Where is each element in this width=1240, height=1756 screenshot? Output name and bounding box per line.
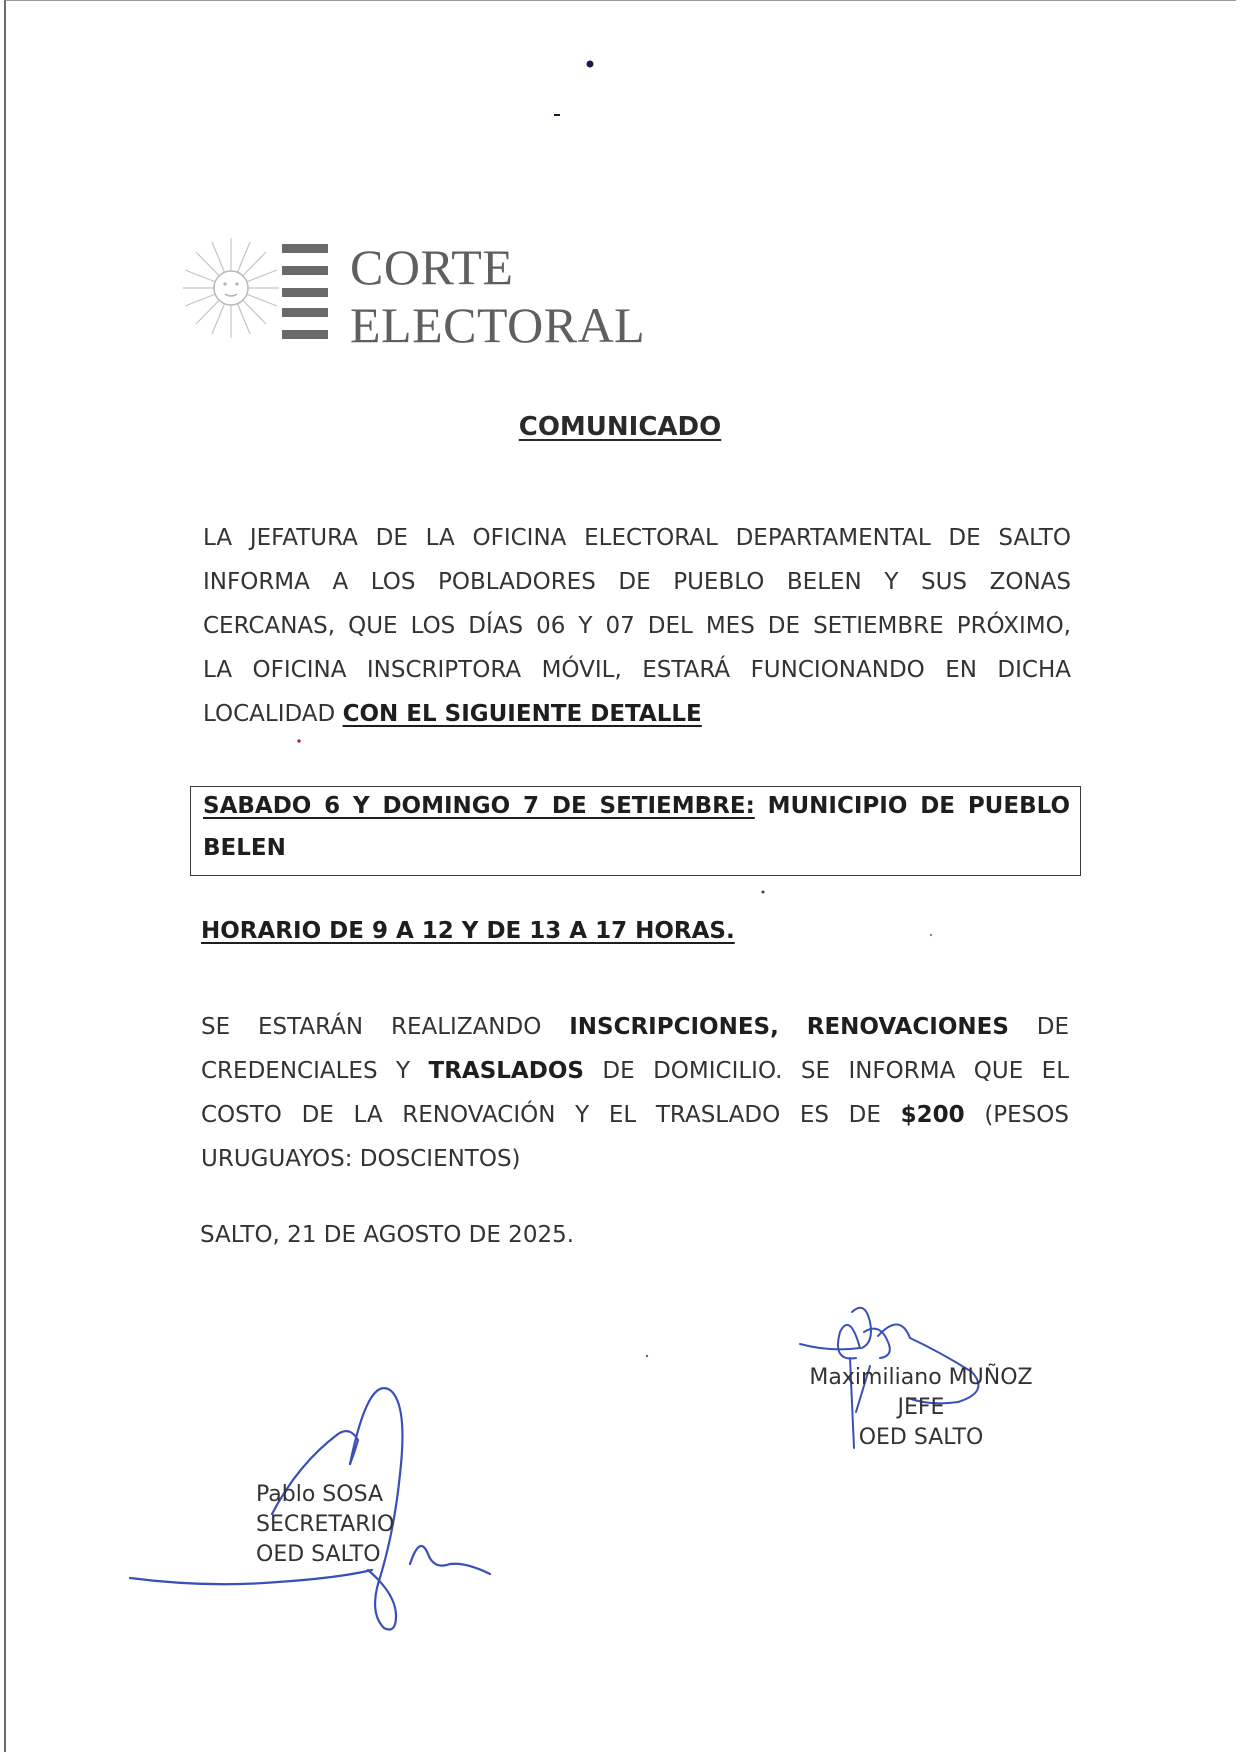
signatory-jefe-name: Maximiliano MUÑOZ <box>809 1365 1033 1390</box>
intro-line-2: INFORMA A LOS POBLADORES DE PUEBLO BELEN Y SUS ZONAS <box>203 569 1071 595</box>
services-l2-a: CREDENCIALES Y <box>201 1058 411 1084</box>
services-l1-a: SE ESTARÁN REALIZANDO <box>201 1014 542 1040</box>
signatory-jefe-office: OED SALTO <box>858 1425 984 1450</box>
intro-line-5-prefix: LOCALIDAD <box>203 701 343 727</box>
intro-line-5 <box>203 692 1071 736</box>
services-l3-c: (PESOS <box>984 1102 1070 1128</box>
letterhead-line-1: CORTE <box>350 239 514 295</box>
intro-detail-emphasis: CON EL SIGUIENTE DETALLE <box>342 701 702 727</box>
signatory-secretario-office: OED SALTO <box>256 1542 381 1567</box>
signatory-secretario <box>256 1480 394 1570</box>
services-line-3 <box>201 1093 1069 1137</box>
schedule-line: HORARIO DE 9 A 12 Y DE 13 A 17 HORAS. <box>201 918 735 944</box>
services-l1-d: DE <box>1036 1014 1070 1040</box>
date-line: SALTO, 21 DE AGOSTO DE 2025. <box>200 1222 575 1248</box>
services-line-2 <box>201 1049 1069 1093</box>
services-cost: $200 <box>900 1102 965 1128</box>
intro-line-4: LA OFICINA INSCRIPTORA MÓVIL, ESTARÁ FUNCIONANDO EN DICHA <box>203 657 1071 683</box>
intro-line-1: LA JEFATURA DE LA OFICINA ELECTORAL DEPARTAMENTAL DE SALTO <box>203 525 1071 551</box>
services-paragraph <box>201 1005 1069 1181</box>
document-title: COMUNICADO <box>518 412 722 442</box>
services-line-1 <box>201 1005 1069 1049</box>
services-l3-a: COSTO DE LA RENOVACIÓN Y EL TRASLADO ES DE <box>201 1102 881 1128</box>
intro-paragraph <box>203 516 1071 736</box>
letterhead <box>182 232 662 352</box>
event-detail-line-1 <box>203 793 1070 819</box>
signatory-jefe-role: JEFE <box>897 1395 945 1420</box>
event-location: MUNICIPIO DE PUEBLO <box>767 793 1070 819</box>
intro-line-3: CERCANAS, QUE LOS DÍAS 06 Y 07 DEL MES DE SETIEMBRE PRÓXIMO, <box>203 613 1071 639</box>
event-detail-line-2: BELEN <box>203 835 286 861</box>
letterhead-stripes <box>282 244 328 339</box>
sun-of-may-logo <box>182 236 280 340</box>
signatory-jefe <box>796 1363 1046 1453</box>
services-inscripciones: INSCRIPCIONES, <box>569 1014 779 1040</box>
signatory-secretario-role: SECRETARIO <box>256 1512 395 1537</box>
signatory-secretario-name: Pablo SOSA <box>256 1482 383 1507</box>
letterhead-line-2: ELECTORAL <box>350 297 646 353</box>
services-traslados: TRASLADOS <box>428 1058 584 1084</box>
services-l2-c: DE DOMICILIO. SE INFORMA QUE EL <box>602 1058 1070 1084</box>
event-detail-box <box>190 786 1081 876</box>
event-dates: SABADO 6 Y DOMINGO 7 DE SETIEMBRE: <box>203 793 755 819</box>
services-line-4: URUGUAYOS: DOSCIENTOS) <box>201 1146 521 1172</box>
services-renovaciones: RENOVACIONES <box>806 1014 1009 1040</box>
